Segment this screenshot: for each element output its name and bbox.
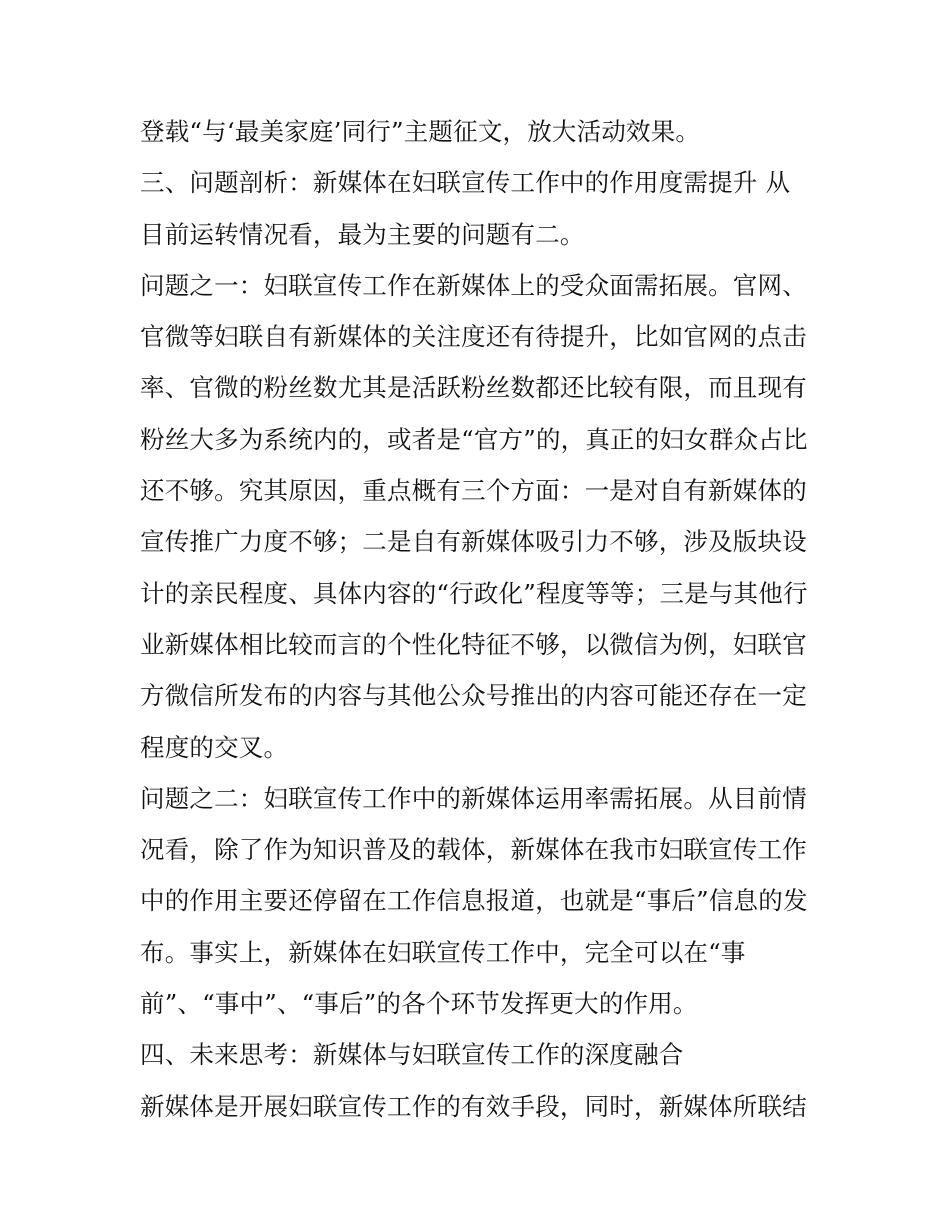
section-heading: 四、未来思考：新媒体与妇联宣传工作的深度融合	[140, 1040, 684, 1070]
text-line: 登载“与‘最美家庭’同行”主题征文，放大活动效果。	[140, 117, 701, 146]
text-line: 业新媒体相比较而言的个性化特征不够，以微信为例，妇联官	[140, 629, 807, 659]
text-line: 宣传推广力度不够；二是自有新媒体吸引力不够，涉及版块设	[140, 527, 807, 557]
text-line: 新媒体是开展妇联宣传工作的有效手段，同时，新媒体所联结	[140, 1091, 807, 1121]
text-line: 前”、“事中”、“事后”的各个环节发挥更大的作用。	[140, 989, 698, 1019]
text-line: 粉丝大多为系统内的，或者是“官方”的，真正的妇女群众占比	[140, 424, 808, 454]
text-line: 官微等妇联自有新媒体的关注度还有待提升，比如官网的点击	[140, 322, 807, 352]
text-line: 计的亲民程度、具体内容的“行政化”程度等等；三是与其他行	[140, 578, 808, 608]
document-body	[140, 106, 820, 1132]
text-line: 布。事实上，新媒体在妇联宣传工作中，完全可以在“事	[140, 937, 746, 967]
text-line: 目前运转情况看，最为主要的问题有二。	[140, 219, 585, 249]
text-line: 问题之二：妇联宣传工作中的新媒体运用率需拓展。从目前情	[140, 783, 807, 813]
text-line: 问题之一：妇联宣传工作在新媒体上的受众面需拓展。官网、	[140, 270, 807, 300]
text-line: 中的作用主要还停留在工作信息报道，也就是“事后”信息的发	[140, 886, 808, 916]
text-line: 方微信所发布的内容与其他公众号推出的内容可能还存在一定	[140, 681, 807, 711]
text-line: 还不够。究其原因，重点概有三个方面：一是对自有新媒体的	[140, 476, 807, 506]
text-line: 程度的交叉。	[140, 732, 289, 762]
section-heading: 三、问题剖析：新媒体在妇联宣传工作中的作用度需提升 从	[140, 168, 791, 198]
text-line: 况看，除了作为知识普及的载体，新媒体在我市妇联宣传工作	[140, 835, 807, 865]
text-line: 率、官微的粉丝数尤其是活跃粉丝数都还比较有限，而且现有	[140, 373, 807, 403]
